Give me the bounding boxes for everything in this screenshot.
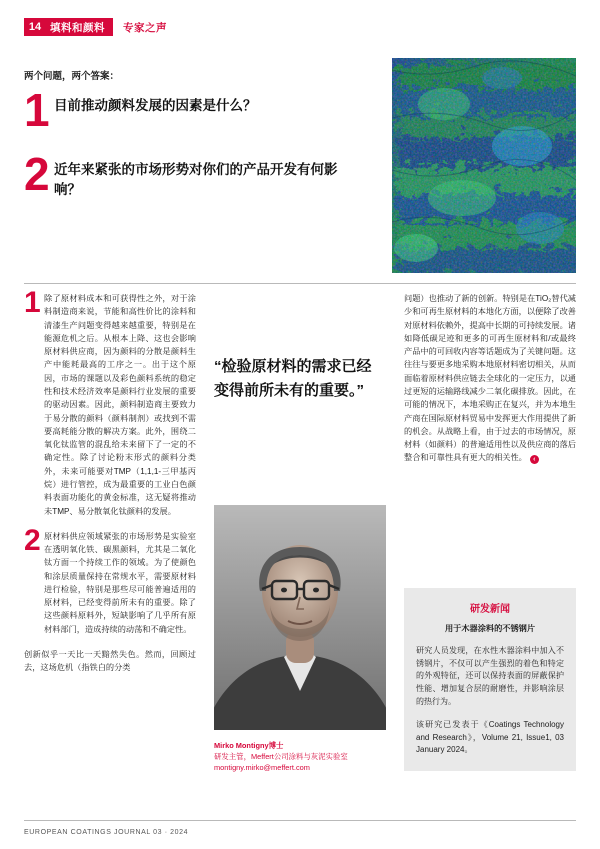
body-column-3 xyxy=(404,292,576,477)
body-paragraph xyxy=(404,292,576,465)
question-number: 2 xyxy=(24,147,50,200)
intro-label: 两个问题，两个答案： xyxy=(24,71,120,82)
question-text: 目前推动颜料发展的因素是什么？ xyxy=(54,98,257,113)
divider-top xyxy=(24,283,576,284)
body-paragraph-text: 问题）也推动了新的创新。特别是在TiO₂替代减少和可再生原材料的本地化方面，以便除了改善对原材料依赖外，提高中长期的可持续发展。诸如降低碳足迹和更多的可再生原材料和/或最终产品中的可回收内容等话题成为了关键问题。这往往与要更多地采购本地原材料密切相关，从而面临着原材料供应链去全球化的一定压力，以通过更短的运输路线减少二氧化碳排放。因此，在可能的情况下，本地采购正在复兴，并为本地生产商在国际原材料贸易中发挥更大作用提供了新的机会。从战略上看，由于过去的市场情况，原材料（如颜料）的普遍适用性以及供应商的落后整合和可靠性具有更大的相关性。 xyxy=(404,294,576,463)
author-email[interactable]: montigny.mirko@meffert.com xyxy=(214,763,310,773)
author-role: 研发主管，Meffert公司涂料与灰泥实验室 xyxy=(214,752,348,762)
page-header xyxy=(24,18,576,36)
header-category: 填料和颜料 xyxy=(46,18,113,36)
paragraph-block xyxy=(24,523,196,636)
paragraph-block xyxy=(24,286,196,518)
dropcap-1: 1 xyxy=(24,286,41,319)
research-news-box xyxy=(404,588,576,771)
body-paragraph: 除了原材料成本和可获得性之外，对于涂料制造商来说，节能和高性价比的涂料和清漆生产问题变得越来越重要，特别是在能源危机之后。从根本上降、这也会影响原材料供应商，因为颜料的分散是颜料生产中能耗最高的工序之一。出于这个原因，市场的课题以及彩色颜料系统的稳定性和技术经济效率是颜料行业发展的重要的驱动因素。因此，颜料制造商主要致力于易分散的颜料（颜料制剂）或找到不需要高耗能分散的解决方案。此外，围绕二氧化钛监管的混乱给未来留下了一定的不确定性。除了讨论粉末形式的颜料分类外，未来可能要对TMP（1,1,1-三甲基丙烷）进行管控，成为最重要的工业白色颜料表面功能化的黄金标准，这无疑将推动未TMP、易分散氧化钛颜料的发展。 xyxy=(44,294,196,516)
pigment-microscopy-image xyxy=(392,58,576,273)
dropcap-2: 2 xyxy=(24,523,41,557)
question-item xyxy=(24,84,356,136)
footer-text: EUROPEAN COATINGS JOURNAL 03 · 2024 xyxy=(24,829,189,836)
news-body: 研究人员发现，在水性木器涂料中加入不锈钢片，不仅可以产生强烈的着色和特定的外观特征，还可以保持表面的屏蔽保护性能、增加复合层的耐磨性，并影响涂层的热行为。 xyxy=(416,645,564,707)
question-number: 1 xyxy=(24,84,50,136)
pull-quote: “检验原材料的需求已经变得前所未有的重要。” xyxy=(214,358,372,400)
divider-bottom xyxy=(24,820,576,821)
body-column-1 xyxy=(24,286,196,687)
author-portrait xyxy=(214,505,386,730)
end-mark-icon: ‹ xyxy=(530,455,539,464)
news-subtitle: 用于木器涂料的不锈钢片 xyxy=(444,624,536,633)
author-name: Mirko Montigny博士 xyxy=(214,741,284,750)
news-source: 该研究已发表于《Coatings Technology and Research》，Volume 21, Issue1, 03 January 2024。 xyxy=(416,719,564,755)
author-caption xyxy=(214,740,386,773)
question-text: 近年来紧张的市场形势对你们的产品开发有何影响？ xyxy=(54,161,338,197)
body-paragraph: 创新似乎一天比一天黯然失色。然而，回顾过去，这场危机（指铁白的分类 xyxy=(24,650,196,673)
body-paragraph: 原材料供应领域紧张的市场形势是实验室在透明氧化铁、碳黑颜料，尤其是二氧化钛方面一个持续工作的领域。为了使颜色和涂层质量保持在常规水平，需要原材料进行检验，特别是那些尽可能普遍适用的原材料，已经变得前所未有的重要。除了这些颜料原料外，短缺影响了几乎所有原材料部门，造成持续的动荡和不确定性。 xyxy=(44,531,196,634)
question-item xyxy=(24,147,356,201)
header-section: 专家之声 xyxy=(123,21,167,34)
news-title: 研发新闻 xyxy=(470,604,510,615)
page-number: 14 xyxy=(24,18,46,36)
questions-list xyxy=(24,84,356,226)
